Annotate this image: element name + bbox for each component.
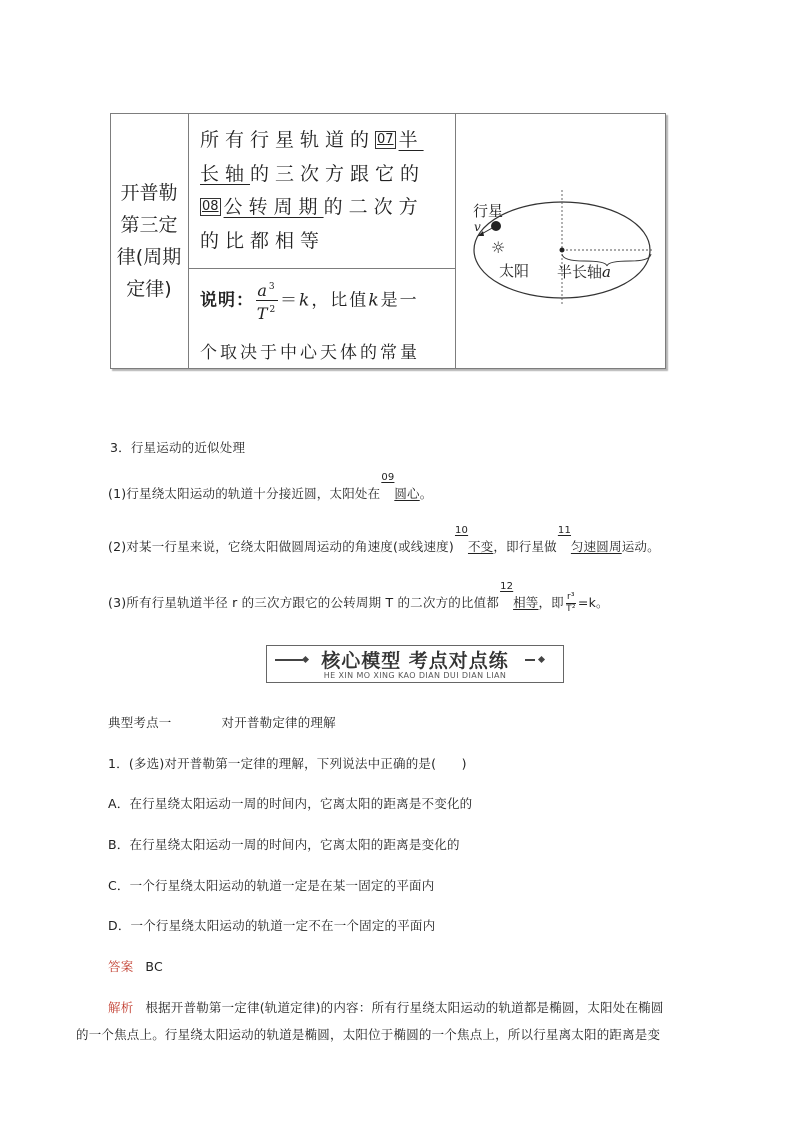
option-a: A．在行星绕太阳运动一周的时间内，它离太阳的距离是不变化的: [108, 796, 473, 811]
center-dot: [560, 248, 565, 253]
text: (1)行星绕太阳运动的轨道十分接近圆，太阳处在: [108, 486, 381, 501]
fraction-denominator: T: [256, 304, 270, 323]
planet-icon: [491, 221, 501, 231]
text: 。: [419, 486, 433, 501]
blank-number: 11: [557, 525, 572, 536]
velocity-label: v: [474, 220, 481, 234]
planet-label: 行星: [473, 202, 504, 220]
kepler-third-law-table: [110, 113, 666, 369]
answer-blank: [380, 472, 420, 502]
law-note: [200, 278, 452, 363]
answer-blank: [557, 525, 622, 555]
option-d: D．一个行星绕太阳运动的轨道一定不在一个固定的平面内: [108, 918, 436, 933]
text: ，即行星做: [493, 539, 557, 554]
analysis-line-1: [108, 998, 664, 1016]
section-banner: [266, 645, 564, 683]
paragraph-2: [108, 525, 660, 555]
semi-major-axis-label: [557, 261, 611, 282]
constant-k: k: [299, 290, 312, 311]
answer-text: 不变: [467, 539, 494, 554]
analysis-label: 解析: [108, 1000, 134, 1015]
paragraph-1: [108, 472, 433, 502]
orbit-svg: [456, 114, 665, 368]
law-statement: [200, 124, 448, 258]
answer-blank: [499, 581, 539, 611]
law-text-part: 的三次方跟它的: [250, 162, 426, 185]
banner-subtitle: HE XIN MO XING KAO DIAN DUI DIAN LIAN: [323, 671, 507, 680]
law-answer-semi-major-axis: 半长轴: [200, 129, 424, 185]
paragraph-3: [108, 581, 609, 615]
question-stem: 1．(多选)对开普勒第一定律的理解，下列说法中正确的是( ): [108, 756, 467, 771]
sun-icon: ☼: [491, 238, 506, 257]
text: (2)对某一行星来说，它绕太阳做圆周运动的角速度(或线速度): [108, 539, 454, 554]
analysis-line-2: 的一个焦点上。行星绕太阳运动的轨道是椭圆，太阳位于椭圆的一个焦点上，所以行星离太阳的距离是变: [76, 1027, 661, 1042]
option-b: B．在行星绕太阳运动一周的时间内，它离太阳的距离是变化的: [108, 837, 460, 852]
text: ，即: [538, 595, 564, 610]
fraction-numerator: r³: [567, 592, 575, 602]
note-text-line2: 个取决于中心天体的常量: [200, 343, 420, 363]
law-name: 开普勒 第三定 律(周期 定律): [116, 182, 182, 300]
table-divider: [188, 114, 189, 368]
equals-sign: ＝: [280, 290, 299, 311]
text: (3)所有行星轨道半径 r 的三次方跟它的公转周期 T 的二次方的比值都: [108, 595, 500, 610]
table-divider: [188, 268, 455, 269]
note-text: ，比值: [311, 290, 369, 311]
fraction-numerator: a: [257, 281, 269, 300]
note-fraction: [256, 278, 278, 323]
note-label: 说明：: [200, 290, 254, 311]
banner-title: 核心模型 考点对点练: [321, 650, 509, 672]
topic-heading: [108, 713, 336, 731]
analysis-text: 根据开普勒第一定律(轨道定律)的内容：所有行星绕太阳运动的轨道都是椭圆，太阳处在椭圆: [145, 1000, 664, 1015]
answer-line: [108, 957, 163, 975]
answer-label: 答案: [108, 959, 134, 974]
blank-number: 12: [500, 581, 514, 592]
law-answer-period: 公转周期: [223, 196, 324, 218]
orbit-diagram: [456, 114, 665, 368]
topic-label: 典型考点一: [108, 715, 172, 730]
axis-label-text: 半长轴: [557, 263, 603, 281]
numerator-exponent: 3: [268, 282, 277, 292]
fraction-denominator: T²: [566, 604, 576, 614]
topic-title: 对开普勒定律的理解: [221, 715, 336, 730]
section-title: 3．行星运动的近似处理: [110, 440, 246, 455]
text: 运动。: [621, 539, 660, 554]
answer-value: BC: [145, 959, 163, 974]
answer-text: 匀速圆周: [570, 539, 622, 554]
blank-number: 09: [381, 472, 395, 483]
blank-number: 07: [377, 132, 394, 147]
blank-number: 10: [454, 525, 469, 536]
answer-text: 圆心: [394, 486, 420, 501]
blank-number: 08: [202, 199, 219, 214]
sun-label: 太阳: [499, 262, 530, 280]
denominator-exponent: 2: [269, 305, 278, 315]
law-text-part: 所有行星轨道的: [200, 129, 376, 151]
note-text: 是一: [380, 290, 419, 311]
law-text-part: 的二次方的比都相等: [200, 196, 424, 252]
option-c: C．一个行星绕太阳运动的轨道一定是在某一固定的平面内: [108, 878, 435, 893]
text: =k。: [577, 595, 609, 610]
axis-variable: a: [602, 263, 611, 281]
answer-blank: [454, 525, 494, 555]
constant-k: k: [368, 290, 381, 311]
ratio-fraction: [566, 592, 576, 615]
answer-text: 相等: [513, 595, 539, 610]
